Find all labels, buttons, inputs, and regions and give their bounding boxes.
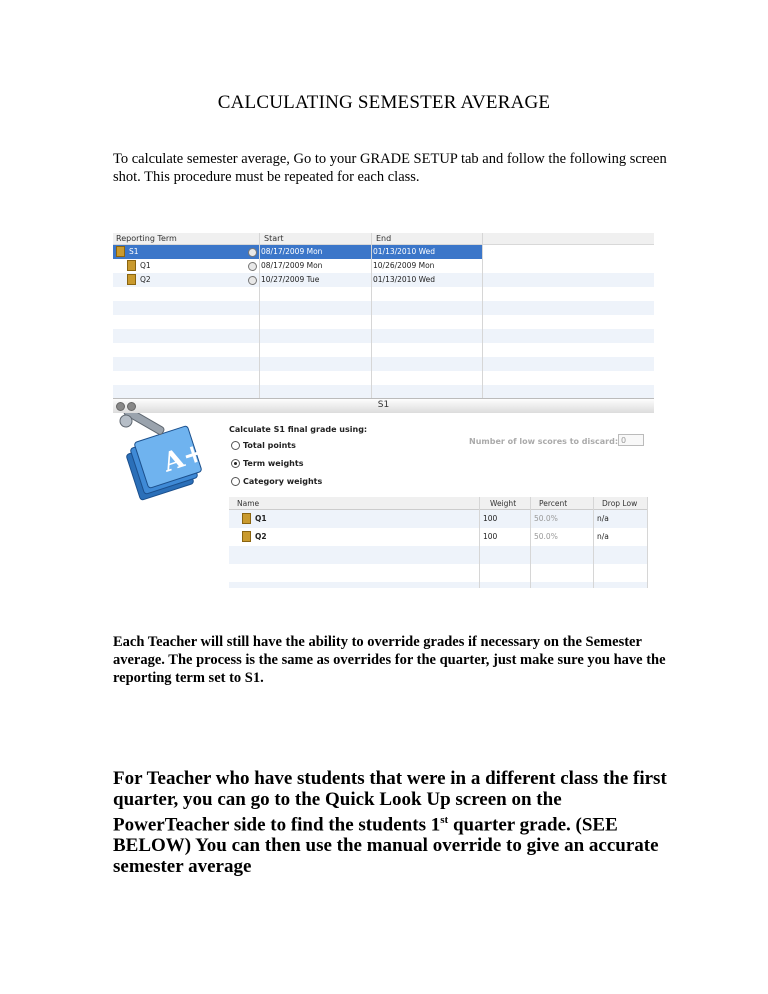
- calendar-icon[interactable]: [248, 248, 257, 257]
- term-start: 08/17/2009 Mon: [261, 261, 323, 270]
- calendar-icon[interactable]: [248, 262, 257, 271]
- column-divider: [259, 233, 260, 398]
- drop-low-header[interactable]: Drop Low: [602, 499, 638, 508]
- empty-row: [113, 357, 654, 371]
- column-divider: [530, 497, 531, 588]
- folder-icon: [242, 513, 251, 524]
- override-note: Each Teacher will still have the ability to override grades if necessary on the Semester average. The process is the same as overrides for the quarter, just make sure you have the reporting term set to S1.: [113, 634, 666, 686]
- weight-row-q2[interactable]: [229, 528, 648, 546]
- empty-row: [113, 287, 654, 301]
- folder-icon: [116, 246, 125, 257]
- column-divider: [371, 233, 372, 398]
- option-term-weights[interactable]: Term weights: [231, 459, 303, 468]
- radio-icon[interactable]: [231, 441, 240, 450]
- column-divider: [593, 497, 594, 588]
- name-header[interactable]: Name: [237, 499, 260, 508]
- empty-row: [229, 546, 648, 564]
- term-grid-header: [113, 233, 654, 245]
- empty-row: [229, 582, 648, 588]
- calendar-icon[interactable]: [248, 276, 257, 285]
- drop-low-value: n/a: [597, 532, 609, 541]
- intro-paragraph: To calculate semester average, Go to your GRADE SETUP tab and follow the following screen shot. This procedure must be repeated for each class.: [113, 151, 667, 185]
- weight-row-name: Q2: [255, 532, 267, 541]
- reporting-term-header[interactable]: Reporting Term: [116, 234, 177, 243]
- empty-row: [229, 564, 648, 582]
- document-title: CALCULATING SEMESTER AVERAGE: [217, 92, 551, 113]
- empty-row: [113, 385, 654, 398]
- percent-header[interactable]: Percent: [539, 499, 568, 508]
- low-scores-label: Number of low scores to discard:: [469, 437, 619, 446]
- term-name: Q2: [140, 275, 151, 284]
- weights-header: [229, 497, 648, 510]
- term-weights-table: [229, 497, 648, 588]
- weight-row-name: Q1: [255, 514, 267, 523]
- weight-value[interactable]: 100: [483, 514, 498, 523]
- empty-row: [113, 315, 654, 329]
- folder-icon: [242, 531, 251, 542]
- column-divider: [479, 497, 480, 588]
- term-start: 08/17/2009 Mon: [261, 247, 323, 256]
- panel-title-bar: [113, 398, 654, 414]
- svg-text:A+: A+: [159, 437, 209, 479]
- grade-setup-panel: [113, 413, 654, 588]
- empty-row: [113, 371, 654, 385]
- weight-value[interactable]: 100: [483, 532, 498, 541]
- grade-setup-icon: [118, 413, 218, 508]
- panel-title: S1: [377, 400, 390, 410]
- column-divider: [482, 233, 483, 398]
- calculation-method-label: Calculate S1 final grade using:: [229, 425, 368, 434]
- term-row-s1[interactable]: [113, 245, 654, 259]
- option-category-weights[interactable]: Category weights: [231, 477, 322, 486]
- radio-selected-icon[interactable]: [231, 459, 240, 468]
- start-header[interactable]: Start: [264, 234, 284, 243]
- term-name: S1: [129, 247, 139, 256]
- term-end: 01/13/2010 Wed: [373, 247, 435, 256]
- reporting-term-grid: [113, 233, 654, 398]
- column-divider: [647, 497, 648, 588]
- end-header[interactable]: End: [376, 234, 392, 243]
- empty-row: [113, 343, 654, 357]
- empty-row: [113, 301, 654, 315]
- percent-value: 50.0%: [534, 514, 558, 523]
- term-row-q2[interactable]: [113, 273, 654, 287]
- folder-icon: [127, 260, 136, 271]
- term-name: Q1: [140, 261, 151, 270]
- empty-row: [113, 329, 654, 343]
- term-end: 10/26/2009 Mon: [373, 261, 435, 270]
- term-start: 10/27/2009 Tue: [261, 275, 320, 284]
- drop-low-value: n/a: [597, 514, 609, 523]
- percent-value: 50.0%: [534, 532, 558, 541]
- term-end: 01/13/2010 Wed: [373, 275, 435, 284]
- weight-row-q1[interactable]: [229, 510, 648, 528]
- weight-header[interactable]: Weight: [490, 499, 517, 508]
- low-scores-input[interactable]: 0: [618, 434, 644, 446]
- folder-icon: [127, 274, 136, 285]
- term-row-q1[interactable]: [113, 259, 654, 273]
- radio-icon[interactable]: [231, 477, 240, 486]
- closing-paragraph: For Teacher who have students that were in a different class the first quarter, you can go to the Quick Look Up screen on the PowerTeacher side to find the students 1st quarter grade. (SEE BELOW) You can then use the manual override to give an accurate semester average: [113, 768, 667, 878]
- grade-setup-screenshot: [113, 233, 654, 588]
- option-total-points[interactable]: Total points: [231, 441, 296, 450]
